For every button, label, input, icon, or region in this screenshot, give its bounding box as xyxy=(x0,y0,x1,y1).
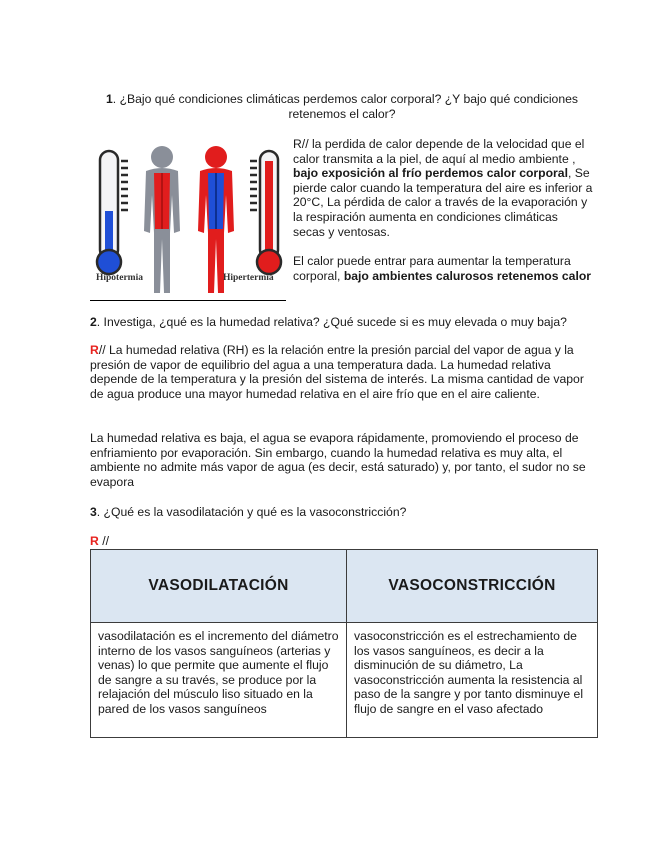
question-1-number: 1 xyxy=(106,92,113,106)
answer-1-text-c: El calor puede entrar para aumentar la temperatura corporal, xyxy=(293,254,571,283)
question-2-number: 2 xyxy=(90,315,97,329)
question-3-number: 3 xyxy=(90,505,97,519)
hipotermia-label: Hipotermia xyxy=(96,273,143,283)
question-2-text: . Investiga, ¿qué es la humedad relativa? ¿Qué sucede si es muy elevada o muy baja? xyxy=(96,315,567,329)
table-header-row xyxy=(91,550,598,623)
thermometer-body-figure xyxy=(90,133,286,311)
answer-3-slashes: // xyxy=(98,534,109,548)
answer-1-bold-b: bajo ambientes calurosos retenemos calor xyxy=(343,268,592,283)
answer-1-paragraph-1 xyxy=(293,137,593,239)
header-vasodilatacion: VASODILATACIÓN xyxy=(91,550,347,623)
question-3-text: . ¿Qué es la vasodilatación y qué es la vasoconstricción? xyxy=(96,505,407,519)
table-row xyxy=(91,623,598,738)
question-2 xyxy=(90,315,600,330)
answer-2-paragraph-2: La humedad relativa es baja, el agua se evapora rápidamente, promoviendo el proceso de enfriamiento por evaporación. Sin embargo, cuando la humedad relativa es muy alta, el ambiente no admite más vapor de agua (es decir, está saturado) y, por tanto, el sudor no se evapora xyxy=(90,431,586,489)
answer-1-paragraph-2 xyxy=(293,254,593,283)
vasodilation-table xyxy=(90,549,598,738)
answer-1-text-a: R// la perdida de calor depende de la velocidad que el calor transmita a la piel, de aquí al medio ambiente , xyxy=(293,137,585,166)
hipertermia-label: Hipertermia xyxy=(223,273,274,283)
answer-2-text-1: // La humedad relativa (RH) es la relación entre la presión parcial del vapor de agua y la presión de vapor de equilibrio del agua a una temperatura dada. La humedad relativa depende de la temperatura y la presión del sistema de interés. La misma cantidad de vapor de agua produce una mayor humedad relativa en el aire frío que en el aire caliente. xyxy=(90,343,584,401)
cell-vasodilatacion xyxy=(91,623,347,738)
cell-vasodilatacion-text: vasodilatación es el incremento del diámetro interno de los vasos sanguíneos (arterias y venas) lo que permite que aumente el flujo de sangre a su través, se produce por la relajación del músculo liso situado en la pared de los vasos sanguíneos xyxy=(98,629,339,716)
question-1 xyxy=(90,92,594,121)
cell-vasoconstriccion-text: vasoconstricción es el estrechamiento de los vasos sanguíneos, es decir a la disminución de su diámetro, La vasoconstricción aumenta la resistencia al paso de la sangre y por tanto disminuye el flujo de sangre en el vaso afectado xyxy=(354,629,584,716)
answer-3-r-marker: R xyxy=(90,534,99,548)
question-1-text: . ¿Bajo qué condiciones climáticas perdemos calor corporal? ¿Y bajo qué condiciones retenemos el calor? xyxy=(112,92,578,121)
hypothermia-hyperthermia-illustration xyxy=(90,133,286,311)
answer-2-r-marker: R xyxy=(90,343,99,357)
figure-bottom-rule xyxy=(90,300,286,301)
header-vasoconstriccion: VASOCONSTRICCIÓN xyxy=(347,550,598,623)
cell-vasoconstriccion xyxy=(347,623,598,738)
answer-1-bold-a: bajo exposición al frío perdemos calor corporal xyxy=(293,166,568,181)
answer-2-paragraph-1 xyxy=(90,343,598,401)
question-3 xyxy=(90,505,598,520)
answer-3-marker xyxy=(90,534,109,549)
answer-1-text-b: , Se pierde calor cuando la temperatura del aire es inferior a 20°C, La pérdida de calor a través de la evaporación y la respiración aumenta en condiciones climáticas secas y ventosas. xyxy=(293,166,593,239)
